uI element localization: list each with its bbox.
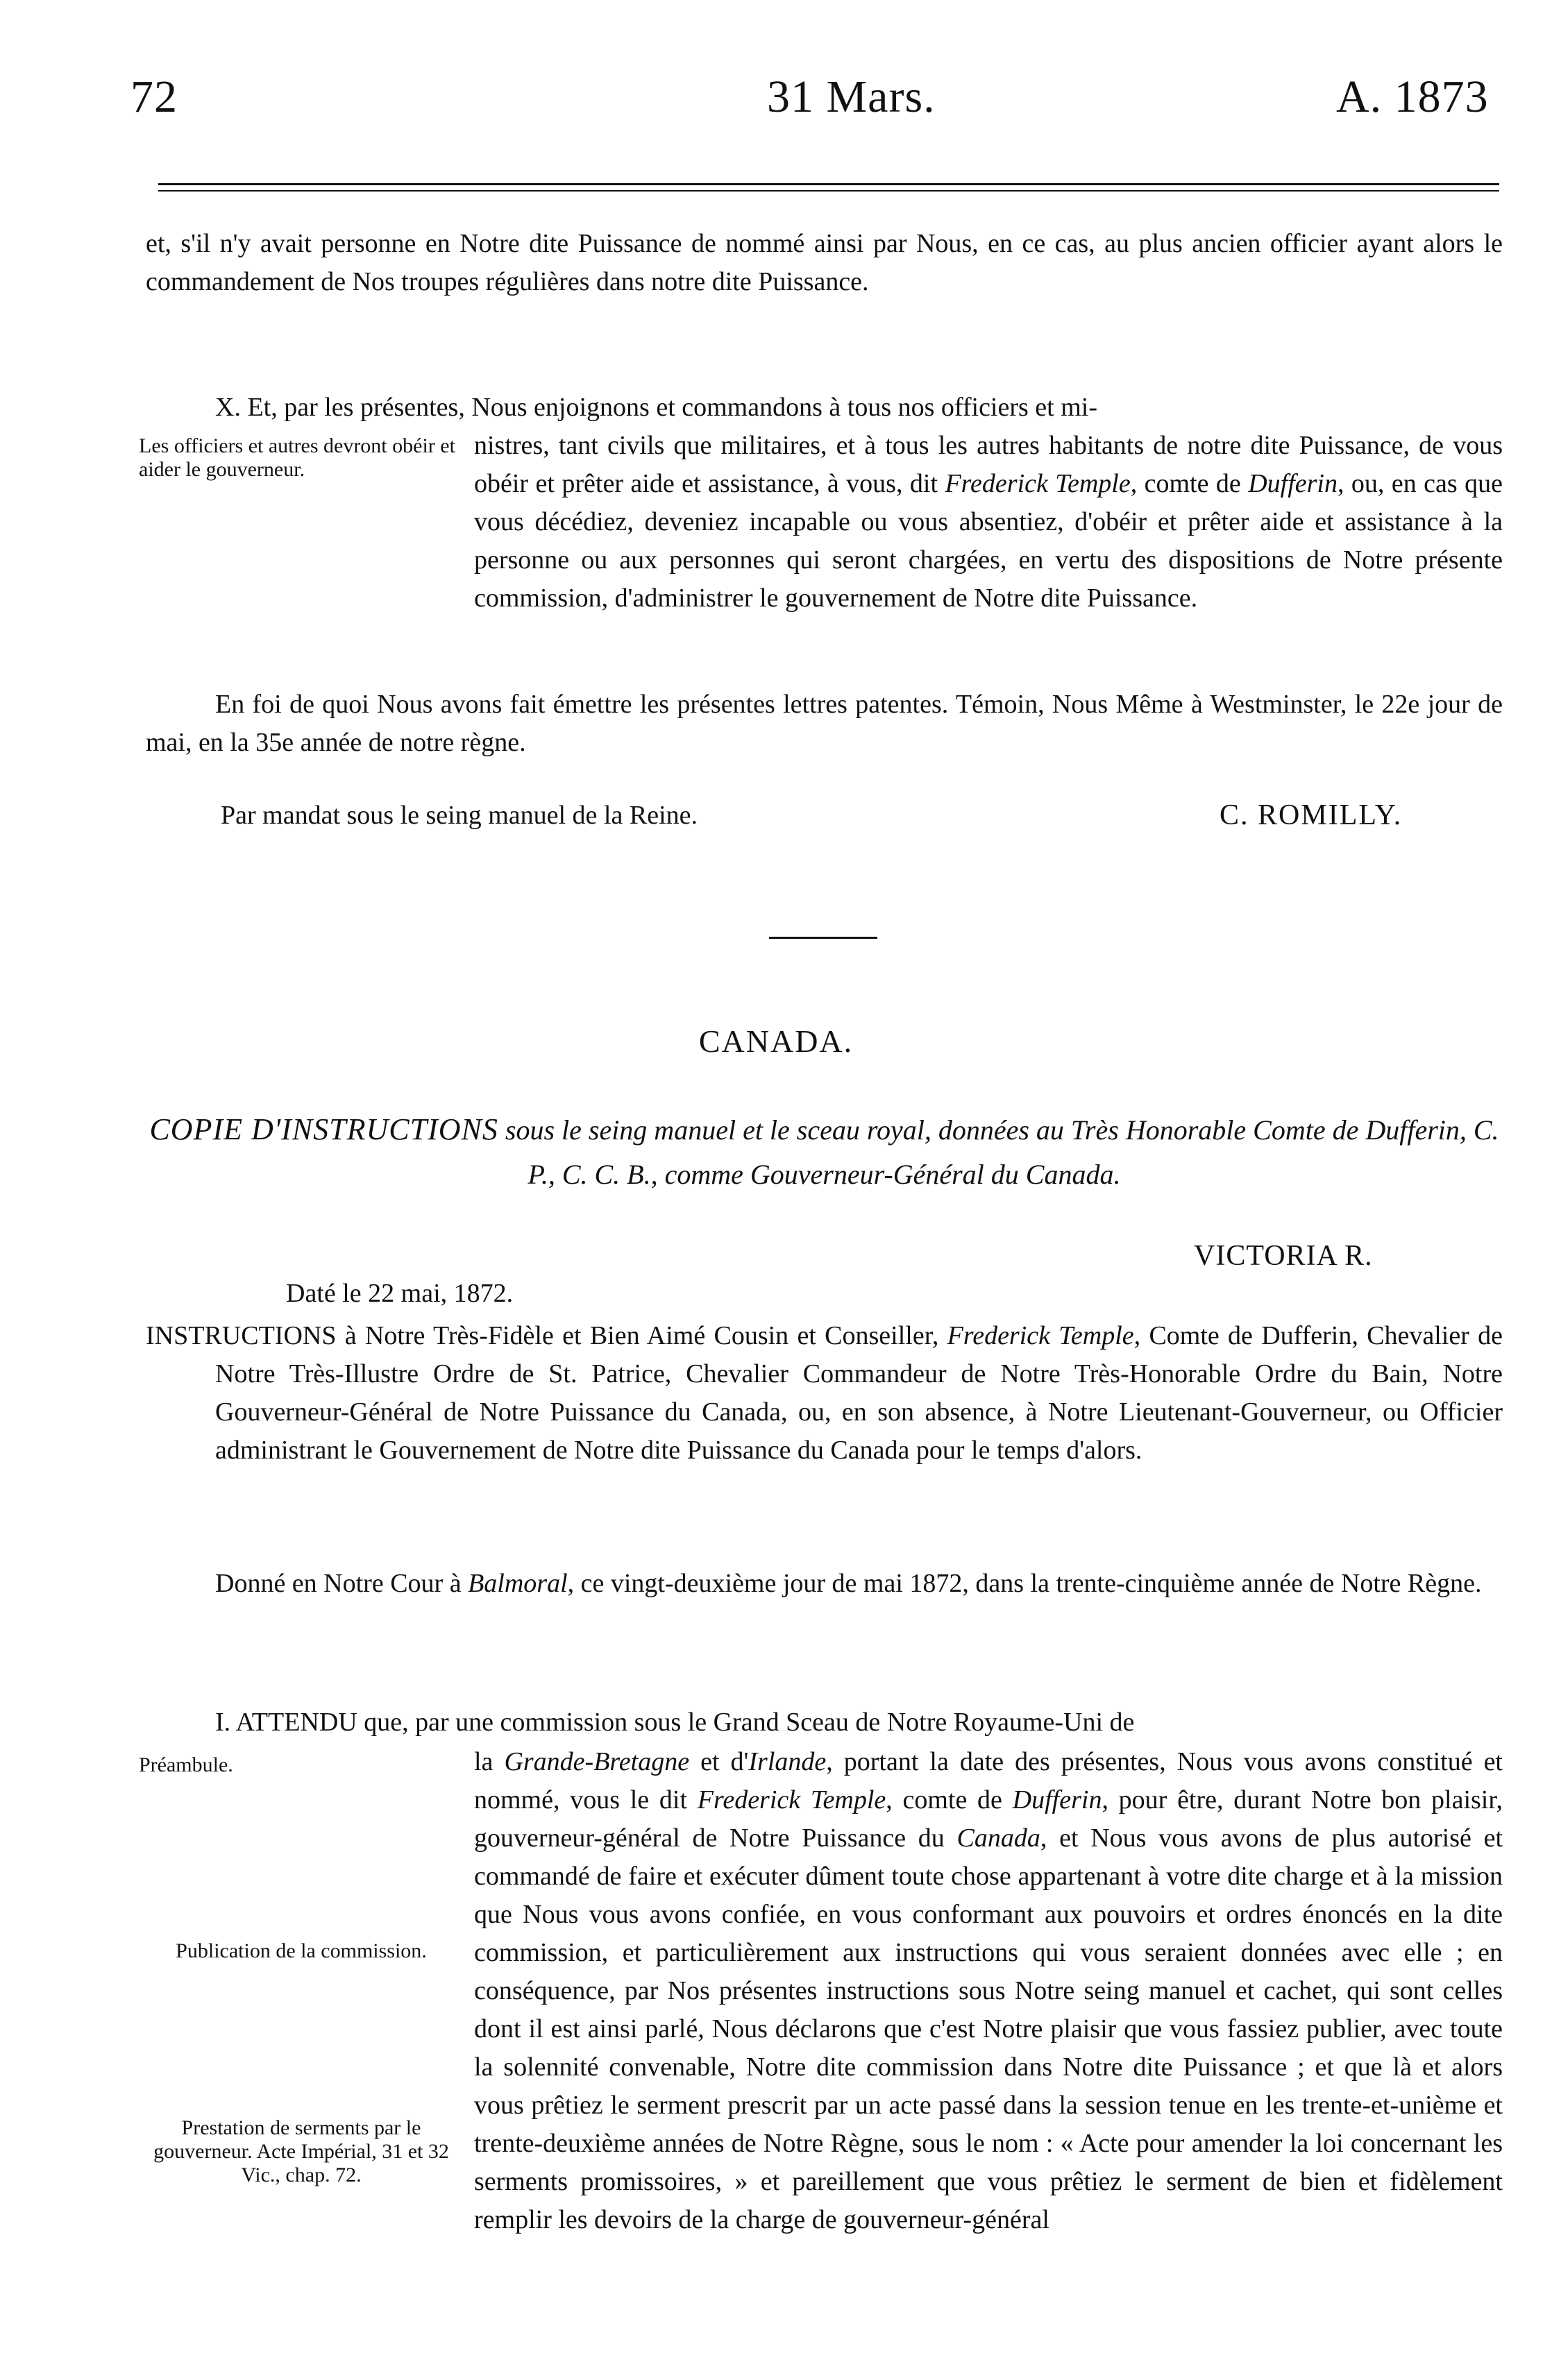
instructions-lead: INSTRUCTIONS à Notre Très-Fidèle et Bien Aimé Cousin et Conseiller, <box>146 1321 947 1350</box>
instructions-name: Frederick Temple <box>947 1321 1134 1350</box>
article-1-italic-run: Dufferin <box>1012 1785 1102 1814</box>
running-head-date: 31 Mars. <box>767 71 936 122</box>
article-x-lead: X. Et, par les présentes, Nous enjoignons et commandons à tous nos officiers et mi- <box>215 393 1097 422</box>
attestation-paragraph: En foi de quoi Nous avons fait émettre les présentes lettres patentes. Témoin, Nous Même à Westminster, le 22e jour de mai, en la 35e année de notre règne. <box>146 690 1503 757</box>
given-place: Balmoral <box>468 1569 568 1598</box>
article-1-body <box>474 1743 1503 2239</box>
dated-line: Daté le 22 mai, 1872. <box>286 1279 514 1308</box>
article-1-text-run: , pour être, durant Notre bon plaisir, gouverneur-général de Notre Puissance du <box>474 1785 1503 1853</box>
subtitle-lead: COPIE D'INSTRUCTIONS <box>149 1112 498 1146</box>
article-x-text-3: , ou, en cas que vous décédiez, deveniez incapable ou vous absentiez, d'obéir et prêter aide et assistance à la personne ou aux personnes qui seront chargées, en vertu des dispositions de Notre présente commission, d'administrer le gouvernement de Notre dite Puissance. <box>474 469 1503 613</box>
article-1-italic-run: Irlande <box>748 1747 827 1776</box>
given-text-2: , ce vingt-deuxième jour de mai 1872, dans la trente-cinquième année de Notre Règne. <box>567 1569 1482 1598</box>
margin-note-officers: Les officiers et autres devront obéir et aider le gouverneur. <box>139 434 455 481</box>
instructions-rest: , Comte de Dufferin, Chevalier de Notre Très-Illustre Ordre de St. Patrice, Chevalier Commandeur de Notre Très-Honorable Ordre du Bain, Notre Gouverneur-Général de Notre Puissance du Canada, ou, en son absence, à Notre Lieutenant-Gouverneur, ou Officier administrant le Gouvernement de Notre dite Puissance du Canada pour le temps d'alors. <box>215 1321 1503 1465</box>
heading-canada: CANADA. <box>698 1023 854 1059</box>
article-x-text-1: nistres, tant civils que militaires, et à tous les autres habitants de notre dite Puissance, de vous obéir et prêter aide et assistance, à vous, dit <box>474 431 1503 498</box>
margin-note-publication: Publication de la commission. <box>176 1939 427 1962</box>
article-x-name-frederick: Frederick Temple <box>945 469 1131 498</box>
victoria-r: VICTORIA R. <box>1194 1240 1373 1272</box>
article-x-text-2: , comte de <box>1130 469 1249 498</box>
section-divider <box>769 937 877 939</box>
subtitle-rest: sous le seing manuel et le sceau royal, données au Très Honorable Comte de Dufferin, C. P., C. C. B., comme Gouverneur-Général du Canada. <box>498 1114 1499 1190</box>
mandate-line: Par mandat sous le seing manuel de la Reine. <box>221 801 698 830</box>
document-subtitle <box>146 1107 1503 1197</box>
article-x-body <box>474 427 1503 618</box>
article-1-text-run: , portant la date des présentes, Nous vous avons constitué et nommé, vous le dit <box>474 1747 1503 1814</box>
article-1-lead: I. ATTENDU que, par une commission sous le Grand Sceau de Notre Royaume-Uni de <box>215 1708 1135 1737</box>
article-1-text-run: la <box>474 1747 505 1776</box>
signature-romilly: C. ROMILLY. <box>1220 799 1403 831</box>
margin-note-oaths: Prestation de serments par le gouverneur. Acte Impérial, 31 et 32 Vic., chap. 72. <box>153 2116 449 2186</box>
header-rule-thin <box>158 190 1499 192</box>
article-1-text-run: , comte de <box>886 1785 1013 1814</box>
running-head-year: A. 1873 <box>1336 71 1489 122</box>
page-number: 72 <box>130 71 178 122</box>
article-1-italic-run: Grande-Bretagne <box>504 1747 690 1776</box>
instructions-paragraph <box>146 1317 1503 1470</box>
intro-paragraph: et, s'il n'y avait personne en Notre dite Puissance de nommé ainsi par Nous, en ce cas, au plus ancien officier ayant alors le commandement de Nos troupes régulières dans notre dite Puissance. <box>146 229 1503 296</box>
article-1-italic-run: Canada <box>956 1824 1040 1853</box>
article-x-name-dufferin: Dufferin <box>1248 469 1338 498</box>
given-paragraph <box>146 1565 1503 1603</box>
article-1-text-run: , et Nous vous avons de plus autorisé et commandé de faire et exécuter dûment toute chose appartenant à votre dite charge et à la mission que Nous vous avons confiée, en vous conformant aux pouvoirs et ordres énoncés en la dite commission, et particulièrement aux instructions qui vous seraient données avec elle ; en conséquence, par Nos présentes instructions sous Notre seing manuel et cachet, qui sont celles dont il est ainsi parlé, Nous déclarons que c'est Notre plaisir que vous fassiez publier, avec toute la solennité convenable, Notre dite commission dans Notre dite Puissance ; et que là et alors vous prêtiez le serment prescrit par un acte passé dans la session tenue en les trente-et-unième et trente-deuxième années de Notre Règne, sous le nom : « Acte pour amender la loi concernant les serments promissoires, » et pareillement que vous prêtiez le serment de bien et fidèlement remplir les devoirs de la charge de gouverneur-général <box>474 1824 1503 2234</box>
given-text-1: Donné en Notre Cour à <box>215 1569 469 1598</box>
margin-note-preamble: Préambule. <box>139 1753 233 1776</box>
header-rule-thick <box>158 183 1499 185</box>
article-1-text-run: et d' <box>689 1747 749 1776</box>
article-1-italic-run: Frederick Temple <box>697 1785 886 1814</box>
